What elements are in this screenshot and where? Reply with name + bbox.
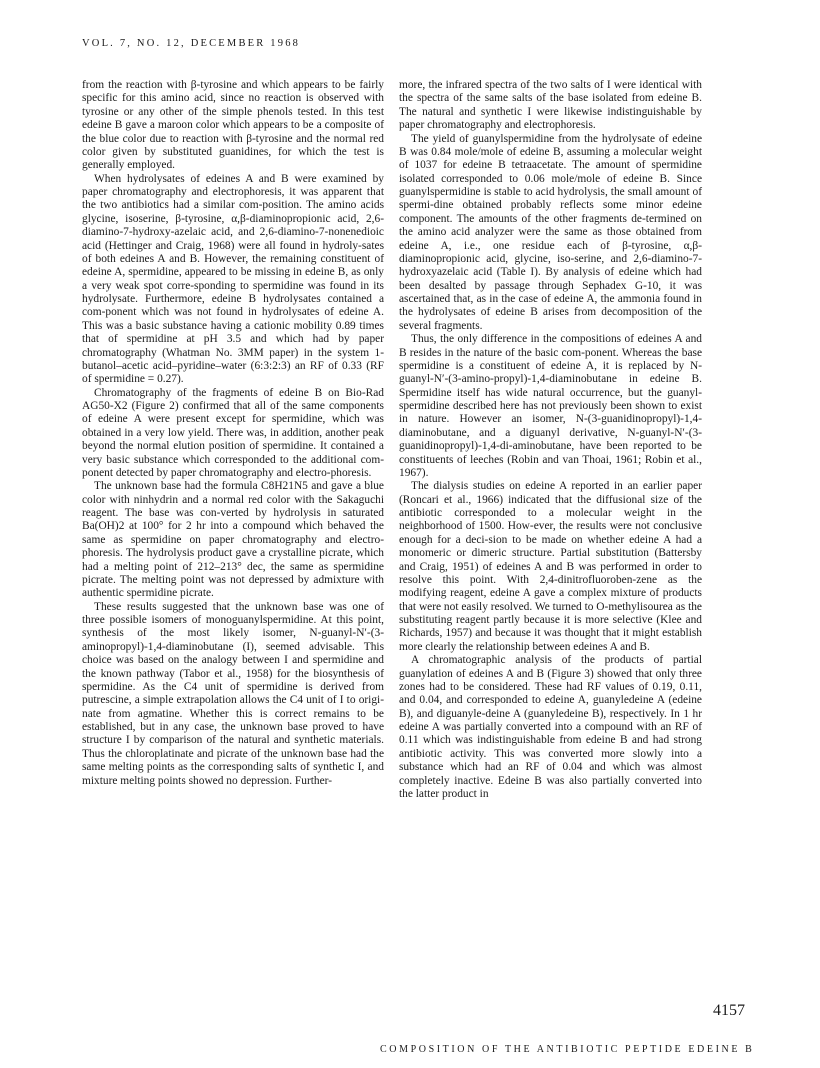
left-column	[82, 79, 384, 788]
paragraph: The unknown base had the formula C8H21N5 and gave a blue color with ninhydrin and a normal red color with the Sakaguchi reagent. The base was con-verted by hydrolysis in saturated Ba(OH)2 at 100° for 2 hr into a compound which behaved the same as spermidine on paper chromatography and electro-phoresis. The hydrolysis product gave a crystalline picrate, which had a melting point of 212–213° dec, the same as spermidine picrate. The melting point was not depressed by admixture with authentic spermidine picrate.	[82, 480, 384, 600]
paragraph: When hydrolysates of edeines A and B were examined by paper chromatography and electrophoresis, it was apparent that the two antibiotics had a similar com-position. The amino acids glycine, isoserine, β-tyrosine, α,β-diaminopropionic acid, 2,6-diamino-7-hydroxy-azelaic acid, and 2,6-diamino-7-nonenedioic acid (Hettinger and Craig, 1968) were all found in hydroly-sates of both edeines A and B. However, the remaining constituent of edeine A, spermidine, appeared to be missing in edeine B, as only a very weak spot corre-sponding to spermidine was found in its hydrolysate. Furthermore, edeine B hydrolysates contained a com-ponent which was not found in hydrolysates of edeine A. This was a basic substance having a cationic mobility 0.89 times that of spermidine at pH 3.5 and which had by paper chromatography (Whatman No. 3MM paper) in the system 1-butanol–acetic acid–pyridine–water (6:3:2:3) an RF of 0.33 (RF of spermidine = 0.27).	[82, 172, 384, 386]
paragraph: The yield of guanylspermidine from the hydrolysate of edeine B was 0.84 mole/mole of edeine B, assuming a molecular weight of 1037 for edeine B tetraacetate. The amount of spermidine isolated corresponded to 0.06 mole/mole of edeine B. Since guanylspermidine is stable to acid hydrolysis, the small amount of spermi-dine obtained probably reflects some minor edeine component. The amounts of the other fragments de-termined on the amino acid analyzer were the same as those obtained from edeine A, i.e., one residue each of β-tyrosine, α,β-diaminopropionic acid, glycine, iso-serine, and 2,6-diamino-7-hydroxyazelaic acid (Table I). By analysis of edeine which had been desalted by passage through Sephadex G-10, it was ascertained that, as in the case of edeine A, the ammonia found in the hydrolysates of edeine B arises from decomposition of the several fragments.	[399, 132, 702, 332]
paragraph: more, the infrared spectra of the two salts of I were identical with the spectra of the same salts of the base isolated from edeine B. The natural and synthetic I were likewise indistinguishable by paper chromatography and electrophoresis.	[399, 79, 702, 132]
paragraph: from the reaction with β-tyrosine and which appears to be fairly specific for this amino acid, since no reaction is observed with tyrosine or any other of the simple phenols tested. In this test edeine B gave a maroon color which appears to be a composite of the blue color due to reaction with β-tyrosine and the normal red color given by substituted guanidines, for which the test is generally employed.	[82, 79, 384, 172]
paragraph: These results suggested that the unknown base was one of three possible isomers of monoguanylspermidine. At this point, synthesis of the most likely isomer, N-guanyl-N′-(3-aminopropyl)-1,4-diaminobutane (I), seemed advisable. This choice was based on the analogy between I and spermidine and the known pathway (Tabor et al., 1958) for the biosynthesis of spermidine. As the C4 unit of spermidine is derived from putrescine, a simple extrapolation allows the C4 unit of I to origi-nate from agmatine. Whether this is correct remains to be established, but in any case, the unknown base proved to have structure I by comparison of the natural and synthetic materials. Thus the chloroplatinate and picrate of the unknown base had the same melting points as the corresponding salts of synthetic I, and mixture melting points showed no depression. Further-	[82, 600, 384, 787]
paragraph: A chromatographic analysis of the products of partial guanylation of edeines A and B (Figure 3) showed that only three zones had to be considered. These had RF values of 0.19, 0.11, and 0.04, and corresponded to edeine A, guanyledeine A (edeine B), and diguanyle-deine A (guanyledeine B), respectively. In 1 hr edeine A was partially converted into a compound with an RF of 0.11 which was indistinguishable from edeine B and had strong antibiotic activity. This was converted more slowly into a substance which had an RF of 0.04 and which was almost completely inactive. Edeine B was also partially converted into the latter product in	[399, 654, 702, 800]
paragraph: Thus, the only difference in the compositions of edeines A and B resides in the nature of the basic com-ponent. Whereas the base spermidine is a constituent of edeine A, it is replaced by N-guanyl-N′-(3-amino-propyl)-1,4-diaminobutane in edeine B. Spermidine itself has wide natural occurrence, but the guanyl-spermidine described here has not previously been shown to exist in nature. However an isomer, N-(3-guanidinopropyl)-1,4-diaminobutane, and a diguanyl derivative, N-guanyl-N′-(3-guanidinopropyl)-1,4-di-aminobutane, have been reported to be constituents of leeches (Robin and van Thoai, 1961; Robin et al., 1967).	[399, 333, 702, 479]
right-column	[399, 79, 702, 801]
running-title: COMPOSITION OF THE ANTIBIOTIC PEPTIDE EDEINE B	[380, 1044, 755, 1055]
running-head: VOL. 7, NO. 12, DECEMBER 1968	[82, 38, 301, 49]
paragraph: Chromatography of the fragments of edeine B on Bio-Rad AG50-X2 (Figure 2) confirmed that all of the same components of edeine A were present except for spermidine, which was obtained in a very low yield. There was, in addition, another peak beyond the normal elution position of spermidine. It contained a very basic substance which corresponded to the additional com-ponent detected by paper chromatography and electro-phoresis.	[82, 386, 384, 479]
page-number: 4157	[713, 1002, 745, 1019]
paragraph: The dialysis studies on edeine A reported in an earlier paper (Roncari et al., 1966) indicated that the diffusional size of the antibiotic corresponded to a molecular weight in the neighborhood of 1500. How-ever, the results were not conclusive enough for a deci-sion to be made on whether edeine A had a monomeric or dimeric structure. Partial substitution (Battersby and Craig, 1951) of edeines A and B was performed in order to resolve this point. With 2,4-dinitrofluoroben-zene as the modifying reagent, edeine A gave a complex mixture of products that were not easily resolved. We turned to O-methylisourea as the substituting reagent partly because it is more selective (Klee and Richards, 1957) and because it was thought that it might establish more clearly the relationship between edeines A and B.	[399, 480, 702, 653]
